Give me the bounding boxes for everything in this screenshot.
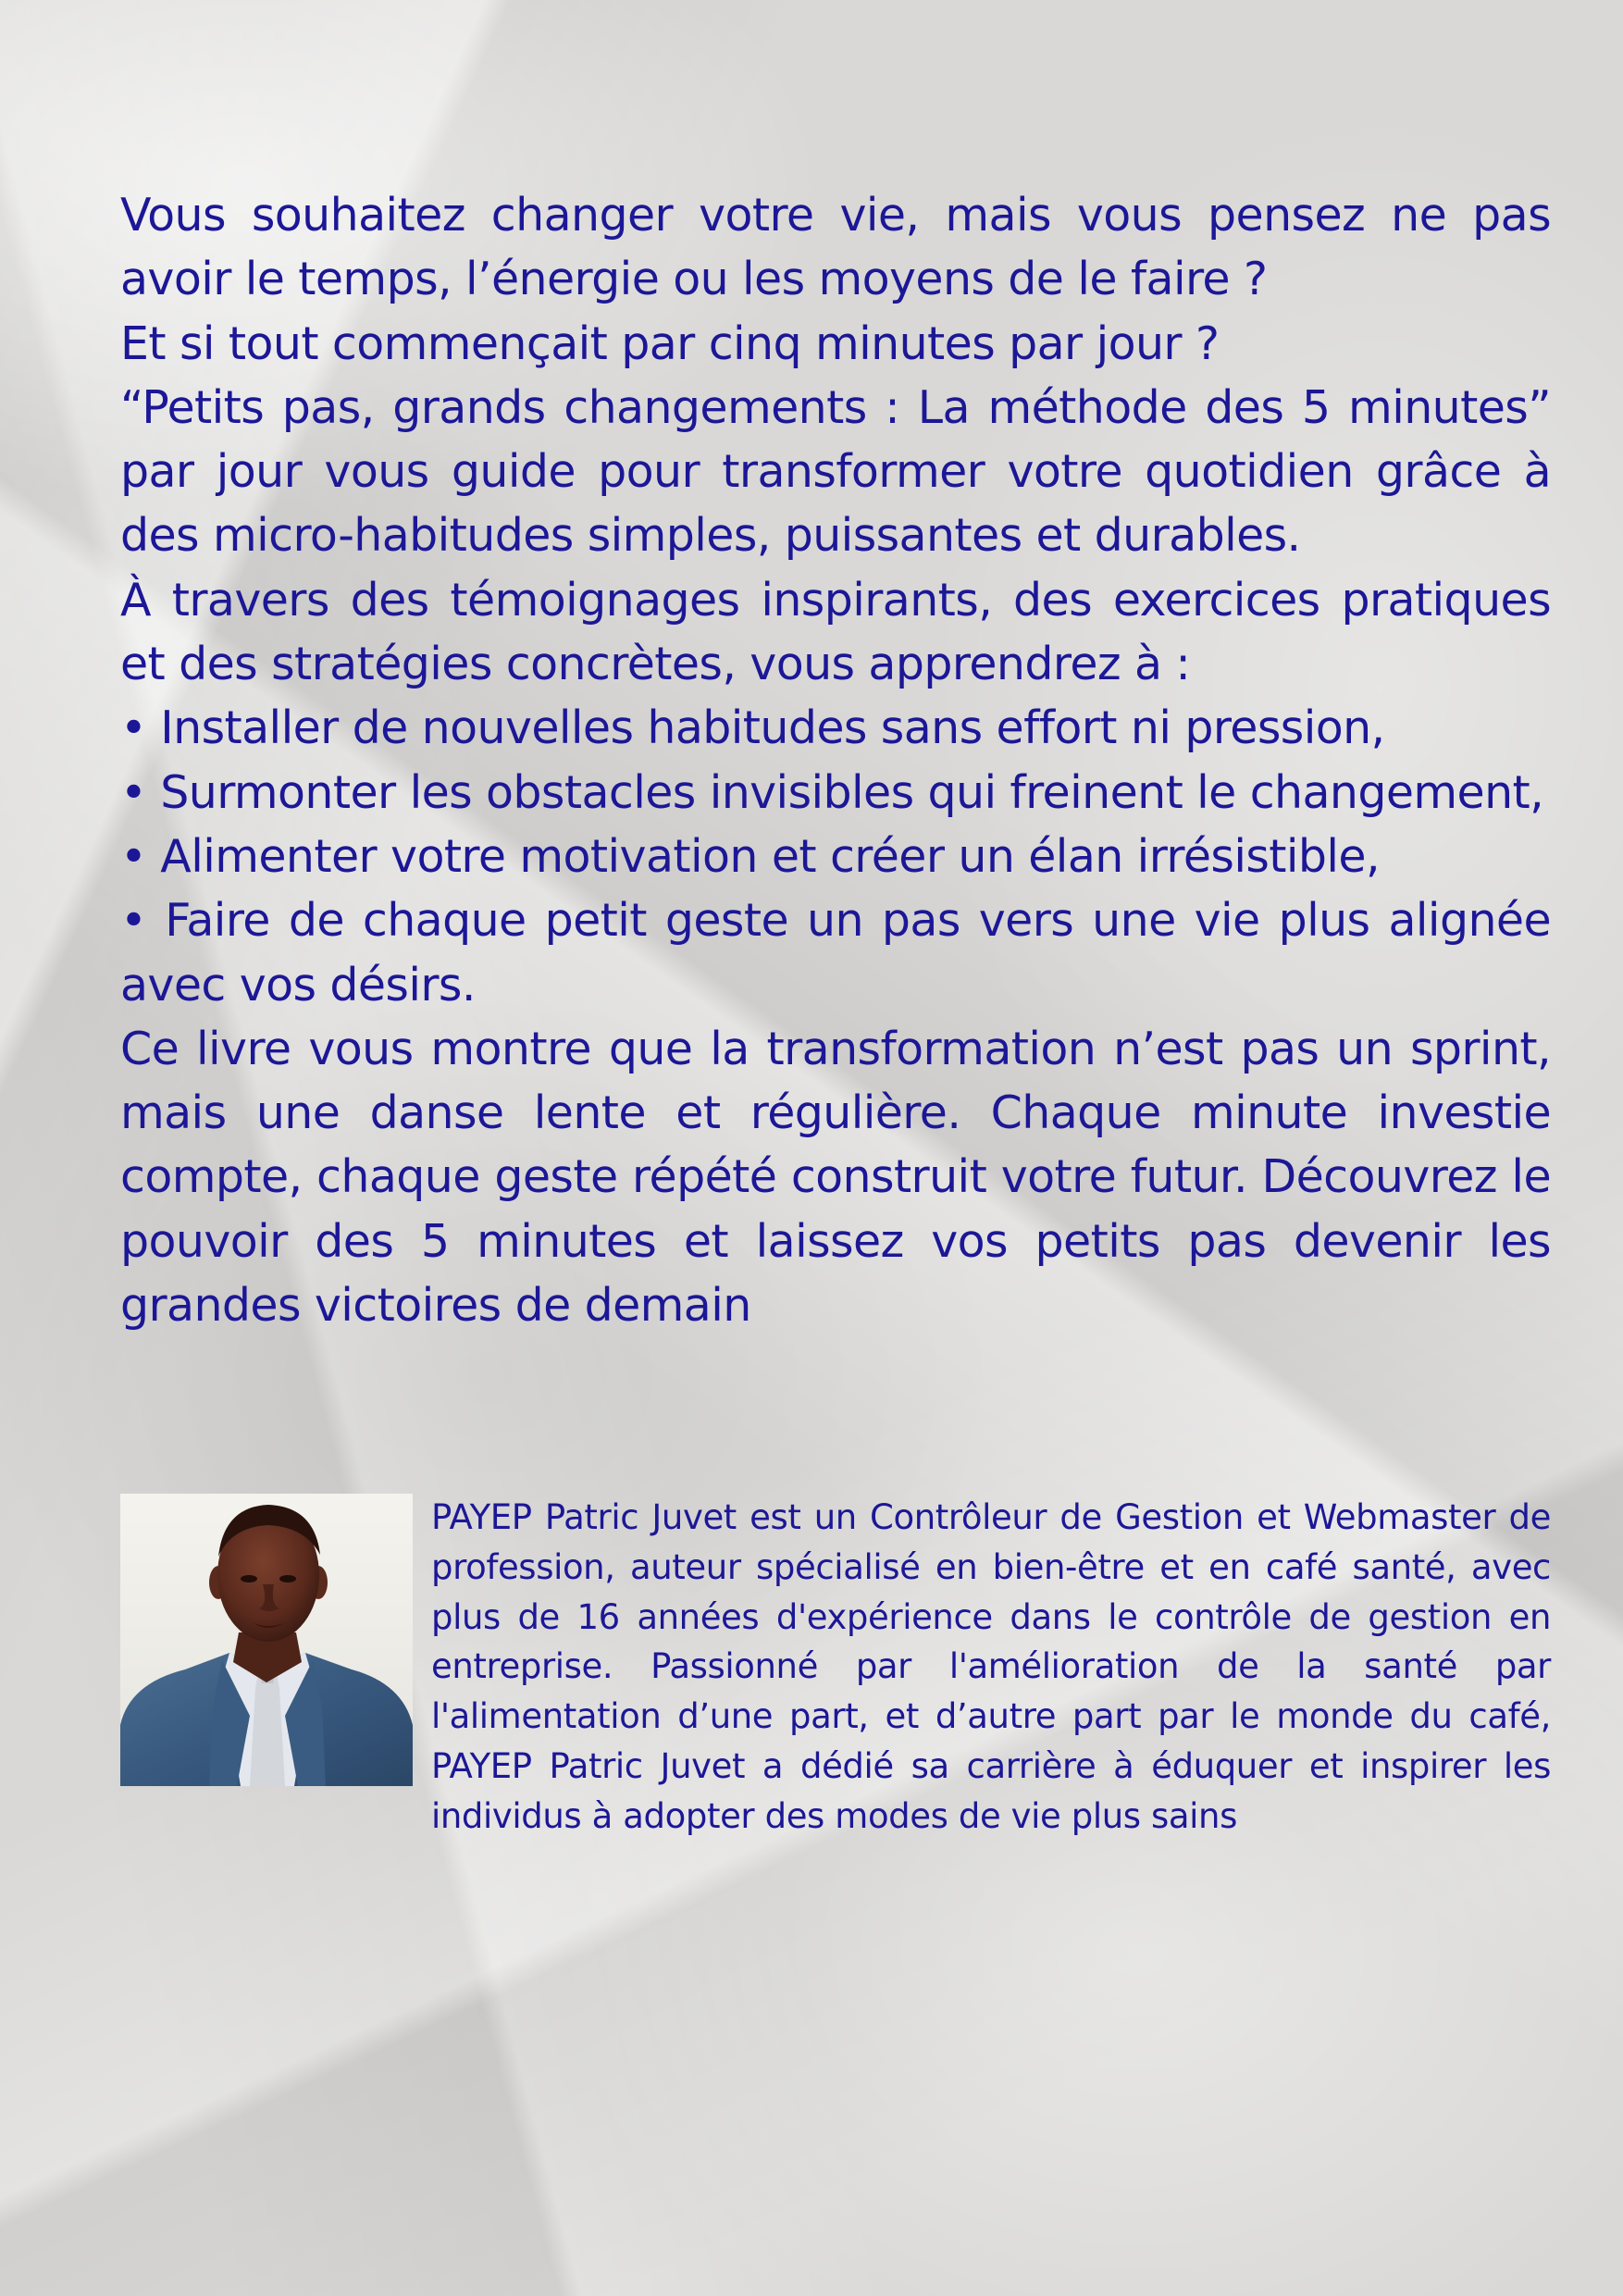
book-blurb [120,183,1551,1337]
author-photo [120,1494,413,1786]
blurb-paragraph-title: “Petits pas, grands changements : La méthode des 5 minutes” par jour vous guide pour transformer votre quotidien grâce à des micro-habitudes simples, puissantes et durables. [120,380,1551,563]
blurb-paragraph-conclusion: Ce livre vous montre que la transformation n’est pas un sprint, mais une danse lente et régulière. Chaque minute investie compte, chaque geste répété construit votre futur. Découvrez le pouvoir des 5 minutes et laissez vos petits pas devenir les grandes victoires de demain [120,1022,1551,1333]
blurb-paragraph-methods: À travers des témoignages inspirants, des exercices pratiques et des stratégies concrètes, vous apprendrez à : [120,573,1551,691]
blurb-bullet-item: • Surmonter les obstacles invisibles qui freinent le changement, [120,765,1544,819]
author-bio: PAYEP Patric Juvet est un Contrôleur de Gestion et Webmaster de profession, auteur spécialisé en bien-être et en café santé, avec plus de 16 années d'expérience dans le contrôle de gestion en entreprise. Passionné par l'amélioration de la santé par l'alimentation d’une part, et d’autre part par le monde du café, PAYEP Patric Juvet a dédié sa carrière à éduquer et inspirer les individus à adopter des modes de vie plus sains [431,1497,1551,1836]
blurb-bullet-item: • Faire de chaque petit geste un pas vers une vie plus alignée avec vos désirs. [120,894,1551,1011]
blurb-paragraph-intro: Vous souhaitez changer votre vie, mais vous pensez ne pas avoir le temps, l’énergie ou les moyens de le faire ? [120,189,1551,306]
blurb-paragraph-question: Et si tout commençait par cinq minutes par jour ? [120,316,1220,370]
blurb-bullet-item: • Installer de nouvelles habitudes sans effort ni pression, [120,701,1385,755]
author-section [120,1494,1551,1845]
blurb-bullet-item: • Alimenter votre motivation et créer un élan irrésistible, [120,829,1380,883]
